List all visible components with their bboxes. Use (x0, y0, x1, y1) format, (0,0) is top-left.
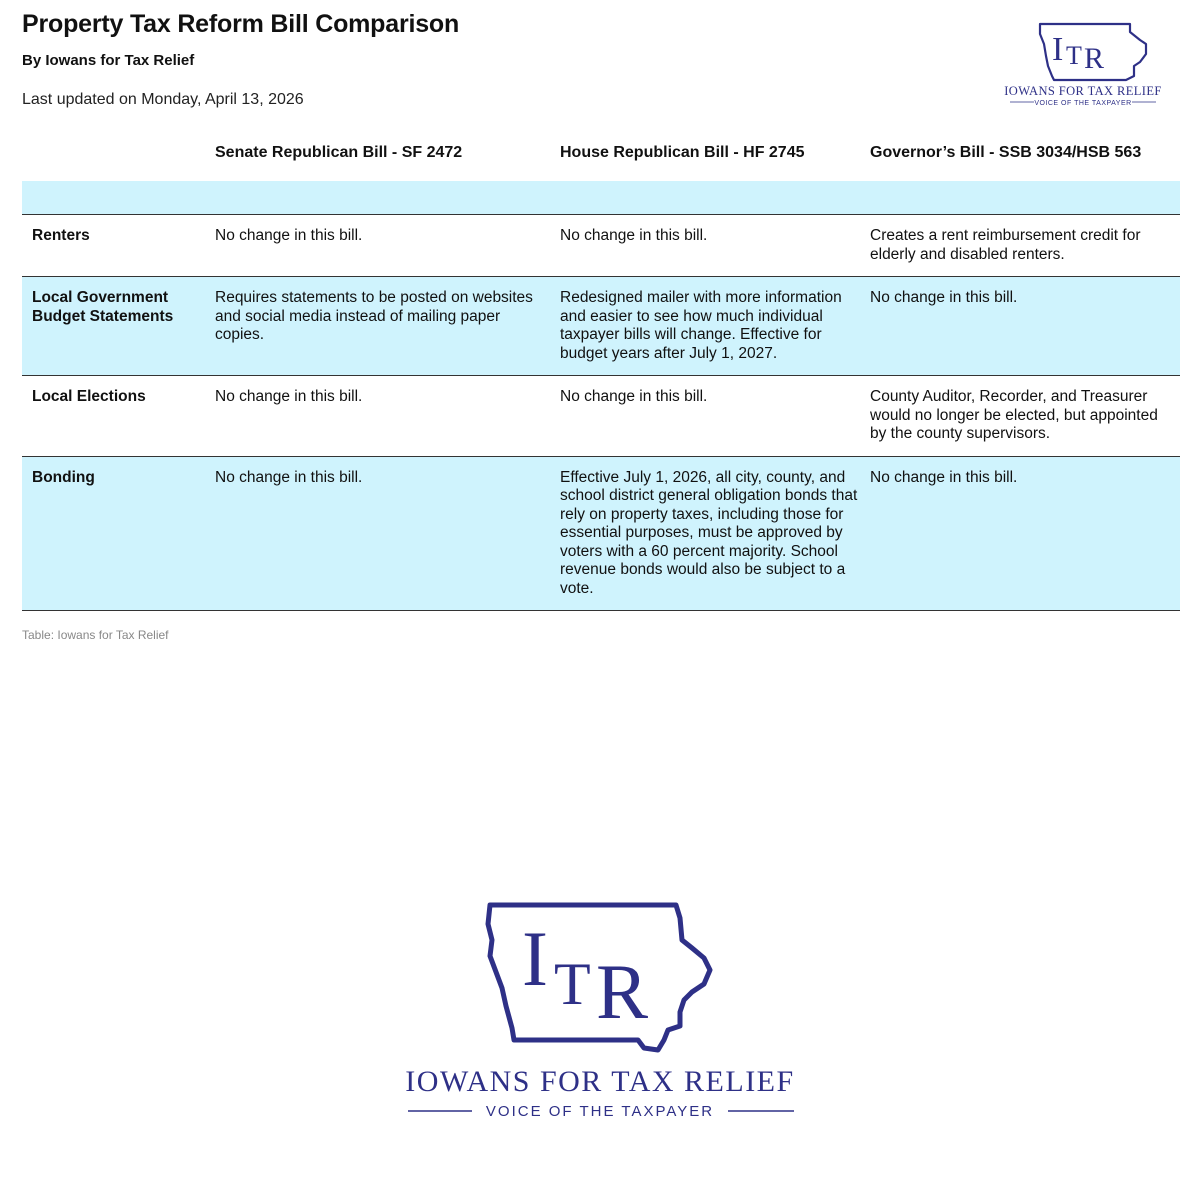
monogram-i: I (522, 915, 548, 1002)
org-name: IOWANS FOR TAX RELIEF (1004, 84, 1162, 98)
tagline: VOICE OF THE TAXPAYER (485, 1103, 715, 1120)
cell-senate: No change in this bill. (205, 215, 550, 277)
table-source-note: Table: Iowans for Tax Relief (22, 628, 169, 642)
cell-governor: No change in this bill. (870, 456, 1180, 611)
byline: By Iowans for Tax Relief (22, 52, 195, 69)
cell-governor: County Auditor, Recorder, and Treasurer would no longer be elected, but appointed by the county supervisors. (870, 376, 1180, 457)
monogram-r: R (596, 948, 649, 1035)
monogram-i: I (1052, 31, 1064, 68)
last-updated: Last updated on Monday, April 13, 2026 (22, 91, 304, 108)
table-row (22, 376, 1180, 457)
table-row (22, 215, 1180, 277)
column-header-governor: Governor’s Bill - SSB 3034/HSB 563 (870, 144, 1142, 161)
itr-logo-large (386, 900, 814, 1125)
cell-house: No change in this bill. (550, 215, 870, 277)
table-row (22, 277, 1180, 376)
header-band (22, 181, 1180, 215)
page-title: Property Tax Reform Bill Comparison (22, 10, 460, 38)
column-header-category (22, 132, 205, 181)
row-label: Bonding (22, 456, 205, 611)
table-row (22, 456, 1180, 611)
tagline: VOICE OF THE TAXPAYER (1034, 100, 1132, 107)
row-label: Local Government Budget Statements (22, 277, 205, 376)
header-band-cell (22, 181, 1180, 215)
row-label: Renters (22, 215, 205, 277)
monogram-t: T (1066, 41, 1082, 70)
cell-senate: No change in this bill. (205, 456, 550, 611)
comparison-table-wrap (22, 132, 1180, 611)
cell-governor: Creates a rent reimbursement credit for elderly and disabled renters. (870, 215, 1180, 277)
column-header-senate: Senate Republican Bill - SF 2472 (215, 144, 463, 161)
monogram-t: T (554, 951, 591, 1017)
column-header-house: House Republican Bill - HF 2745 (560, 144, 805, 161)
monogram-r: R (1084, 42, 1105, 75)
cell-house: No change in this bill. (550, 376, 870, 457)
cell-house: Redesigned mailer with more information and easier to see how much individual taxpayer bills will change. Effective for budget years after July 1, 2027. (550, 277, 870, 376)
org-name: IOWANS FOR TAX RELIEF (405, 1065, 795, 1098)
itr-logo-small (1000, 20, 1166, 110)
comparison-table (22, 132, 1180, 611)
cell-senate: No change in this bill. (205, 376, 550, 457)
cell-house: Effective July 1, 2026, all city, county, and school district general obligation bonds that rely on property taxes, including those for essential purposes, must be approved by voters with a 60 percent majority. School revenue bonds would also be subject to a vote. (550, 456, 870, 611)
row-label: Local Elections (22, 376, 205, 457)
table-header-row (22, 132, 1180, 181)
cell-governor: No change in this bill. (870, 277, 1180, 376)
cell-senate: Requires statements to be posted on websites and social media instead of mailing paper copies. (205, 277, 550, 376)
